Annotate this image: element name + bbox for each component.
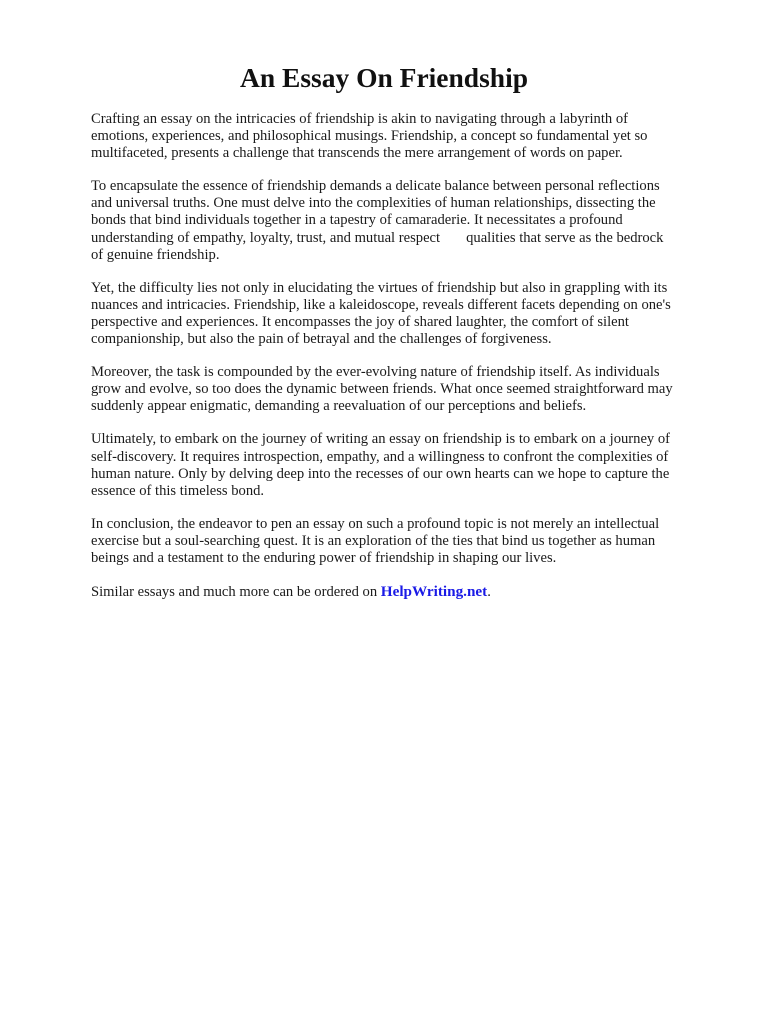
paragraph-line: Ultimately, to embark on the journey of writing an essay on friendship is to embark on a journey of	[91, 431, 671, 448]
essay-title: An Essay On Friendship	[239, 62, 529, 93]
essay-body	[91, 111, 721, 617]
paragraph-3	[91, 280, 721, 348]
paragraph-4	[91, 364, 721, 415]
paragraph-line: In conclusion, the endeavor to pen an essay on such a profound topic is not merely an intellectual	[91, 515, 660, 532]
footer-text: Similar essays and much more can be ordered on	[91, 584, 381, 601]
helpwriting-link[interactable]: HelpWriting.net	[380, 583, 488, 601]
paragraph-line: suddenly appear enigmatic, demanding a reevaluation of our perceptions and beliefs.	[91, 398, 587, 415]
paragraph-2	[91, 178, 721, 263]
paragraph-line: exercise but a soul-searching quest. It is an exploration of the ties that bind us together as human	[91, 532, 656, 549]
paragraph-line: bonds that bind individuals together in a tapestry of camaraderie. It necessitates a profound	[91, 212, 623, 229]
paragraph-line: Crafting an essay on the intricacies of friendship is akin to navigating through a labyrinth of	[91, 111, 628, 127]
paragraph-line: human nature. Only by delving deep into the recesses of our own hearts can we hope to capture the	[91, 465, 670, 482]
paragraph-line: To encapsulate the essence of friendship demands a delicate balance between personal reflections	[91, 178, 660, 195]
paragraph-line: and universal truths. One must delve into the complexities of human relationships, dissecting the	[91, 195, 656, 212]
paragraph-line: emotions, experiences, and philosophical musings. Friendship, a concept so fundamental yet so	[91, 128, 648, 145]
paragraph-6	[91, 516, 721, 567]
paragraph-line: Yet, the difficulty lies not only in elucidating the virtues of friendship but also in grappling with its	[91, 279, 668, 296]
paragraph-line: grow and evolve, so too does the dynamic between friends. What once seemed straightforward may	[91, 381, 673, 398]
paragraph-line: essence of this timeless bond.	[91, 482, 265, 499]
paragraph-line: multifaceted, presents a challenge that transcends the mere arrangement of words on paper.	[91, 145, 623, 162]
paragraph-line: Moreover, the task is compounded by the ever-evolving nature of friendship itself. As individuals	[91, 364, 660, 381]
paragraph-line: self-discovery. It requires introspection, empathy, and a willingness to confront the complexities of	[91, 448, 669, 465]
paragraph-line: nuances and intricacies. Friendship, like a kaleidoscope, reveals different facets depending on one's	[91, 296, 671, 313]
paragraph-line: companionship, but also the pain of betrayal and the challenges of forgiveness.	[91, 331, 552, 348]
footer-line	[91, 583, 721, 601]
paragraph-5	[91, 431, 721, 499]
paragraph-1	[91, 111, 721, 162]
paragraph-line-segment: understanding of empathy, loyalty, trust, and mutual respect	[91, 229, 441, 246]
paragraph-line-segment: qualities that serve as the bedrock	[466, 229, 664, 246]
footer-note	[91, 583, 721, 601]
paragraph-line: beings and a testament to the enduring power of friendship in shaping our lives.	[91, 549, 557, 566]
footer-suffix: .	[487, 584, 491, 601]
paragraph-line	[91, 230, 721, 247]
paragraph-line: of genuine friendship.	[91, 246, 220, 263]
paragraph-line: perspective and experiences. It encompasses the joy of shared laughter, the comfort of silent	[91, 313, 629, 330]
